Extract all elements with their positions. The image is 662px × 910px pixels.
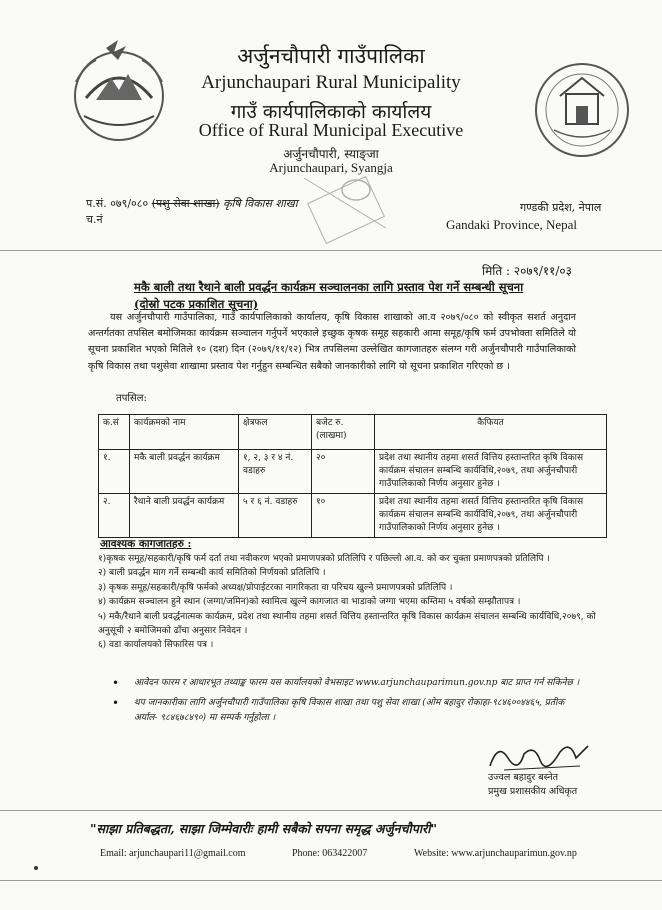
- dispatch-label: च.नं: [86, 213, 103, 226]
- page-mark: [34, 866, 38, 870]
- reference-handwritten: कृषि विकास शाखा: [223, 197, 298, 210]
- required-documents-title: आवश्यक कागजातहरु :: [100, 538, 192, 550]
- col-remarks: कैफियत: [375, 415, 607, 450]
- footer-email: Email: arjunchaupari11@gmail.com: [100, 848, 246, 859]
- reference-struck-text: (पशु सेवा शाखा): [151, 197, 220, 210]
- address-english: Arjunchaupari, Syangja: [269, 160, 393, 175]
- signatory-title: प्रमुख प्रशासकीय अधिकृत: [488, 786, 578, 797]
- table-row: [99, 494, 607, 538]
- office-stamp: [296, 158, 394, 246]
- slogan: "साझा प्रतिबद्धता, साझा जिम्मेवारीः हामी सबैको सपना समृद्ध अर्जुनचौपारी": [90, 821, 437, 836]
- footer-website: Website: www.arjunchauparimun.gov.np: [414, 848, 577, 859]
- table-cell: १.: [99, 450, 130, 494]
- table-cell: १०: [312, 494, 375, 538]
- table-cell: प्रदेश तथा स्थानीय तहमा शसर्त वित्तिय हस्तान्तरित कृषि विकास कार्यक्रम संचालन सम्बन्धि कार्यविधि,२०७९, तथा अर्जुनचौपारी गाउँपालिकाको निर्णय अनुसार हुनेछ ।: [375, 494, 607, 538]
- list-item: २) बाली प्रवर्द्धन माग गर्ने सम्बन्धी कार्य समितिको निर्णयको प्रतिलिपि ।: [98, 568, 326, 579]
- table-row: [99, 450, 607, 494]
- office-subtitle-nepali: गाउँ कार्यपालिकाको कार्यालय: [230, 101, 432, 123]
- table-header-row: [99, 415, 607, 450]
- letter-reference: [86, 196, 298, 211]
- list-item: ३) कृषक समूह/सहकारी/कृषि फर्मको अध्यक्ष/प्रोपाईटरका नागरिकता वा परिचय खुल्ने प्रमाणपत्रको प्रतिलिपि ।: [98, 582, 453, 593]
- table-cell: रैथाने बाली प्रवर्द्धन कार्यक्रम: [130, 494, 239, 538]
- reference-value: ०७९/०८०: [110, 197, 149, 210]
- table-cell: मकै बाली प्रवर्द्धन कार्यक्रम: [130, 450, 239, 494]
- list-item: ६) वडा कार्यालयको सिफारिस पत्र ।: [98, 640, 214, 651]
- office-subtitle-english: Office of Rural Municipal Executive: [198, 120, 464, 140]
- list-item: • आवेदन फारम र आधारभूत तथ्याङ्क फारम यस कार्यालयको वेभसाइट www.arjunchauparimun.gov.np बाट प्राप्त गर्न सकिनेछ ।: [112, 676, 582, 691]
- notes-list: [112, 676, 582, 731]
- office-name-nepali: अर्जुनचौपारी गाउँपालिका: [237, 44, 425, 68]
- table-cell: प्रदेश तथा स्थानीय तहमा शसर्त वित्तिय हस्तान्तरित कृषि विकास कार्यक्रम संचालन सम्बन्धि कार्यविधि,२०७९, तथा अर्जुनचौपारी गाउँपालिकाको निर्णय अनुसार हुनेछ ।: [375, 450, 607, 494]
- col-area: क्षेत्रफल: [239, 415, 312, 450]
- signatory-name: उज्वल बहादुर बस्नेत: [488, 772, 559, 783]
- address-nepali: अर्जुनचौपारी, स्याङ्जा: [283, 147, 379, 161]
- col-program: कार्यक्रमको नाम: [130, 415, 239, 450]
- body-paragraph: यस अर्जुनचौपारी गाउँपालिका, गाउँ कार्यपालिकाको कार्यालय, कृषि विकास शाखाको आ.व २०७९/०८० को स्वीकृत सशर्त अनुदान अन्तर्गतका तपसिल बमोजिमका कार्यक्रम सञ्चालन गर्नुपर्ने भएकाले इच्छुक कृषक समूह सहकारी आमा समूह/कृषि फर्म उपभोक्ता समितिले यो सूचना प्रकाशित भएको मितिले १० (दश) दिन (२०७९/११/१२) भित्र तपसिलमा उल्लेखित कागजातहरु संलग्न गरी अर्जुनचौपारी गाउँपालिकाको कृषि विकास तथा पशुसेवा शाखामा प्रस्ताव पेश गर्नुहुन सम्बन्धित सबैको जानकारीको लागि यो सूचना प्रकाशित गरिएको छ ।: [88, 312, 576, 372]
- second-notice-label: (दोस्रो पटक प्रकाशित सूचना): [134, 297, 259, 311]
- list-item: ४) कार्यक्रम सञ्चालन हुने स्थान (जग्गा/जमिन)को स्वामित्व खुल्ने कागजात वा भाडाको जग्गा भएमा कम्तिमा ५ वर्षको सम्झौतापत्र ।: [98, 597, 521, 608]
- header-divider: [0, 250, 662, 251]
- reference-label: प.सं.: [86, 197, 107, 210]
- table-cell: २.: [99, 494, 130, 538]
- table-cell: १, २, ३ र ४ नं. वडाहरु: [239, 450, 312, 494]
- table-cell: ५ र ६ नं. वडाहरु: [239, 494, 312, 538]
- letter-date: मिति : २०७९/११/०३: [482, 264, 572, 278]
- footer-phone: Phone: 063422007: [292, 848, 368, 859]
- list-item: १)कृषक समूह/सहकारी/कृषि फर्म दर्ता तथा नवीकरण भएको प्रमाणपत्रको प्रतिलिपि र पछिल्लो आ.व. को कर चुक्ता प्रमाणपत्रको प्रतिलिपि ।: [98, 554, 550, 564]
- col-sn: क.सं: [99, 415, 130, 450]
- province-nepali: गण्डकी प्रदेश, नेपाल: [520, 201, 602, 214]
- list-item: • थप जानकारीका लागि अर्जुनचौपारी गाउँपालिका कृषि विकास शाखा तथा पशु सेवा शाखा (ओम बहादुर रोकाहा-९८४६००४४६५, प्रतीक अर्याल- ९८४६७८४९०) मा सम्पर्क गर्नुहोला ।: [112, 696, 582, 726]
- required-documents-list: [98, 552, 598, 653]
- office-name-english: Arjunchaupari Rural Municipality: [201, 72, 461, 93]
- bottom-divider: [0, 880, 662, 881]
- list-item: ५) मकै/रैथाने बाली प्रवर्द्धनात्मक कार्यक्रम, प्रदेश तथा स्थानीय तहमा शसर्त वित्तिय हस्तान्तरित कृषि विकास कार्यक्रम संचालन सम्बन्धि कार्यविधि,२०७९, को अनुसूची २ बमोजिमको ढाँचा अनुसार निवेदन ।: [98, 611, 596, 637]
- province-english: Gandaki Province, Nepal: [446, 217, 578, 232]
- program-table: [98, 414, 607, 538]
- footer-divider: [0, 810, 662, 811]
- subject-line: मकै बाली तथा रैथाने बाली प्रवर्द्धन कार्यक्रम सञ्चालनका लागि प्रस्ताव पेश गर्ने सम्बन्धी सूचना: [134, 280, 524, 294]
- col-budget: बजेट रु.(लाखमा): [312, 415, 375, 450]
- details-label: तपसिल:: [116, 393, 147, 404]
- table-cell: २०: [312, 450, 375, 494]
